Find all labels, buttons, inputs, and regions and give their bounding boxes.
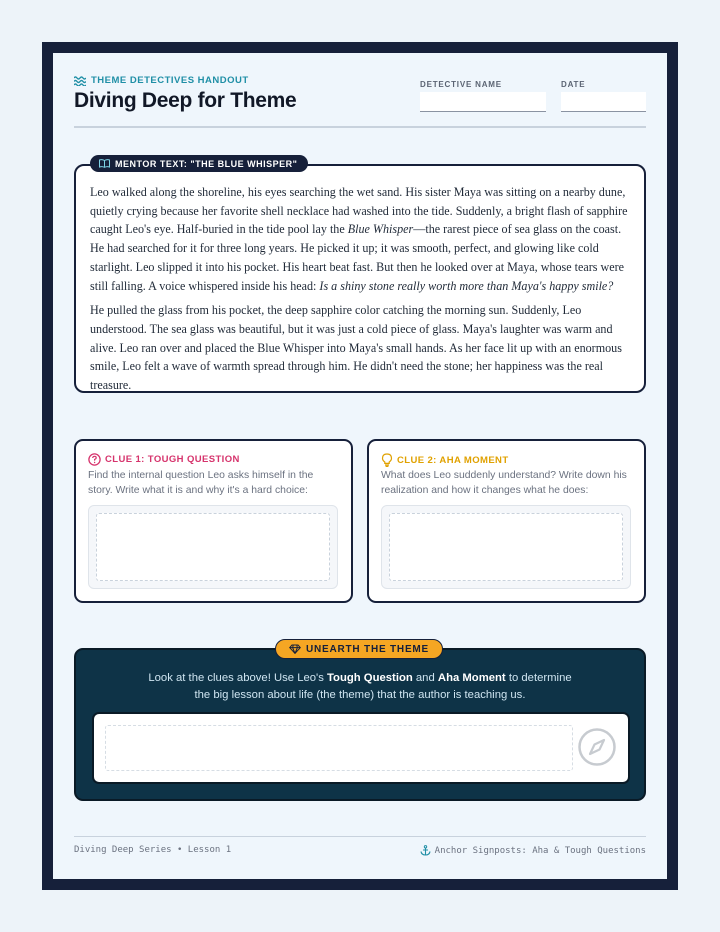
theme-tag bbox=[275, 639, 443, 659]
clue-1-answer-box[interactable] bbox=[88, 505, 338, 589]
gem-icon bbox=[289, 644, 301, 654]
lightbulb-icon bbox=[381, 453, 393, 467]
anchor-icon bbox=[420, 845, 431, 856]
clue-2-title: CLUE 2: AHA MOMENT bbox=[397, 454, 509, 466]
story-paragraph-2: He pulled the glass from his pocket, the deep sapphire color catching the morning sun. Suddenly, Leo understood. The sea glass was beautiful, but it was just a cold piece of glass. Maya's laughter was warm and alive. Leo ran over and placed the Blue Whisper into Maya's small hands. As her face lit up with an enormous smile, Leo felt a wave of warmth spread through him. He didn't need the stone; her happiness was the real treasure. bbox=[90, 303, 622, 393]
page-title: Diving Deep for Theme bbox=[74, 89, 297, 112]
clue-2-prompt: What does Leo suddenly understand? Write down his realization and how it changes what he does: bbox=[381, 470, 627, 496]
tough-question-quote: Is a shiny stone really worth more than Maya's happy smile? bbox=[319, 278, 614, 293]
date-field[interactable] bbox=[561, 92, 646, 112]
footer-signposts bbox=[420, 845, 646, 856]
clue-2-heading bbox=[381, 453, 509, 467]
date-label: DATE bbox=[561, 80, 586, 89]
theme-writing-area[interactable] bbox=[105, 725, 573, 771]
open-book-icon bbox=[99, 159, 110, 168]
clue-1-title: CLUE 1: TOUGH QUESTION bbox=[105, 454, 240, 465]
detective-name-field[interactable] bbox=[420, 92, 546, 112]
footer-divider bbox=[74, 836, 646, 837]
question-circle-icon bbox=[88, 453, 101, 466]
mentor-text-body bbox=[90, 183, 632, 401]
compass-icon bbox=[577, 727, 617, 767]
clue-2-answer-box[interactable] bbox=[381, 505, 631, 589]
handout-kicker bbox=[74, 75, 249, 86]
story-title-italic: Blue Whisper bbox=[347, 222, 414, 237]
mentor-text-tag bbox=[90, 155, 308, 172]
kicker-label: THEME DETECTIVES HANDOUT bbox=[91, 75, 249, 86]
footer-signposts-label: Anchor Signposts: Aha & Tough Questions bbox=[434, 845, 646, 856]
clue-2-writing-area[interactable] bbox=[389, 513, 623, 581]
header-divider bbox=[74, 126, 646, 128]
theme-tag-label: UNEARTH THE THEME bbox=[305, 643, 430, 655]
detective-name-label: DETECTIVE NAME bbox=[420, 80, 502, 89]
clue-1-prompt: Find the internal question Leo asks himself in the story. Write what it is and why it's a hard choice: bbox=[88, 470, 314, 496]
clue-1-heading bbox=[88, 453, 240, 466]
mentor-tag-label: MENTOR TEXT: "THE BLUE WHISPER" bbox=[115, 158, 298, 169]
aha-moment-emphasis: Aha Moment bbox=[437, 672, 506, 684]
clue-1-writing-area[interactable] bbox=[96, 513, 330, 581]
theme-answer-box[interactable] bbox=[92, 712, 630, 784]
theme-instructions: Look at the clues above! Use Leo's Tough Question and Aha Moment to determine the big lesson about life (the theme) that the author is teaching us. bbox=[148, 672, 572, 701]
story-paragraph-1: Leo walked along the shoreline, his eyes searching the wet sand. His sister Maya was sitting on a nearby dune, quietly crying because her favorite shell necklace had washed into the tide. Suddenly, a bright flash of sapphire caught Leo's eye. Half-buried in the tide pool lay the Blue Whisper—the rarest piece of sea glass on the coast. He had searched for it for three long years. He picked it up; it was smooth, perfect, and glowing like cold starlight. Leo slipped it into his pocket. His heart beat fast. But then he looked over at Maya, whose tears were still falling. A voice whispered inside his head: Is a shiny stone really worth more than Maya's happy smile? bbox=[90, 185, 628, 293]
waves-icon bbox=[74, 76, 86, 86]
tough-question-emphasis: Tough Question bbox=[327, 672, 413, 684]
footer-series: Diving Deep Series • Lesson 1 bbox=[74, 845, 232, 855]
